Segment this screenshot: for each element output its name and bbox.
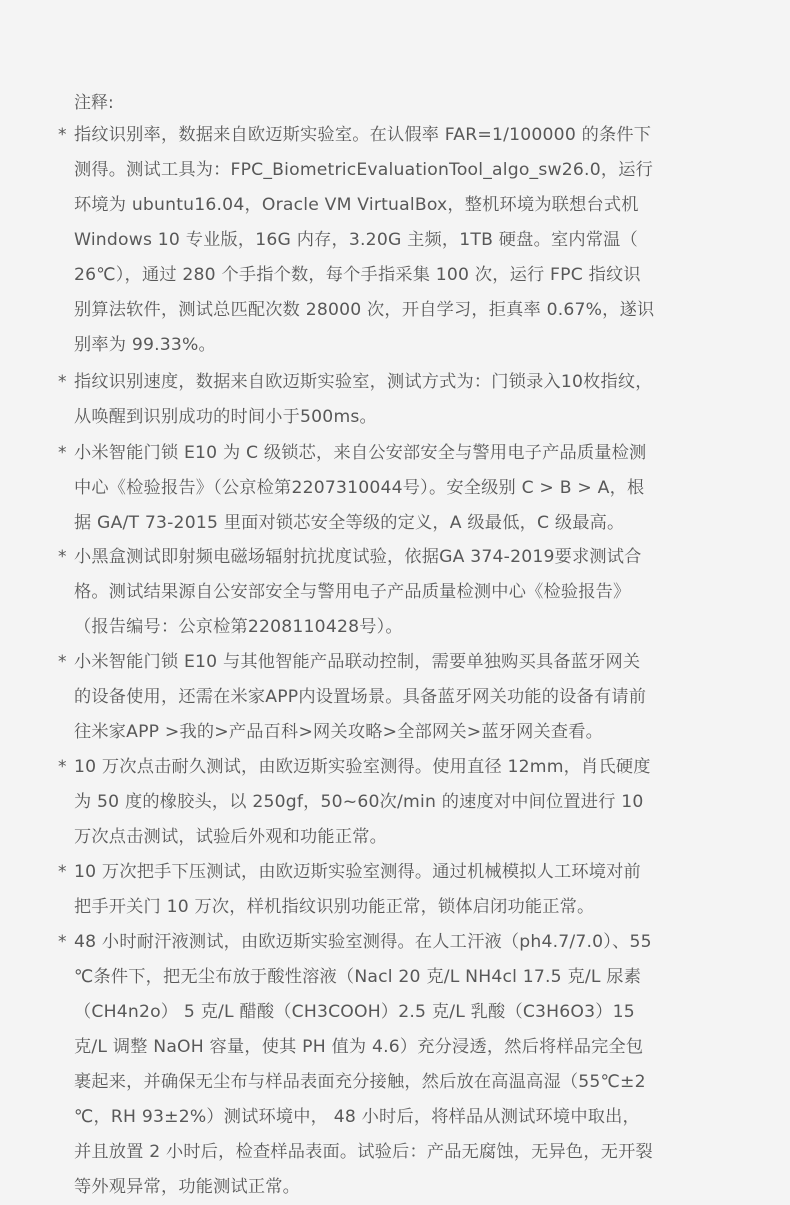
note-line: 小黑盒测试即射频电磁场辐射抗扰度试验，依据GA 374-2019要求测试合	[74, 547, 642, 567]
note-line: 把手开关门 10 万次，样机指纹识别功能正常，锁体启闭功能正常。	[74, 897, 595, 917]
note-line: 测得。测试工具为：FPC_BiometricEvaluationTool_algo_sw26.0，运行	[74, 160, 653, 180]
note-line: 裹起来，并确保无尘布与样品表面充分接触，然后放在高温高湿（55℃±2	[74, 1072, 646, 1092]
note-bullet: *	[58, 862, 67, 882]
note-line: 指纹识别速度，数据来自欧迈斯实验室，测试方式为：门锁录入10枚指纹，	[74, 372, 653, 392]
note-line: Windows 10 专业版，16G 内存，3.20G 主频，1TB 硬盘。室内常温（	[74, 230, 638, 250]
note-line: 从唤醒到识别成功的时间小于500ms。	[74, 407, 377, 427]
note-line: 26℃），通过 280 个手指个数，每个手指采集 100 次，运行 FPC 指纹识	[74, 265, 641, 285]
note-line: 的设备使用，还需在米家APP内设置场景。具备蓝牙网关功能的设备有请前	[74, 687, 647, 707]
note-bullet: *	[58, 547, 67, 567]
note-line: （报告编号：公京检第2208110428号）。	[74, 617, 403, 637]
note-line: 指纹识别率，数据来自欧迈斯实验室。在认假率 FAR=1/100000 的条件下	[74, 125, 652, 145]
note-line: 据 GA/T 73-2015 里面对锁芯安全等级的定义，A 级最低，C 级最高。	[74, 513, 625, 533]
note-line: 克/L 调整 NaOH 容量，使其 PH 值为 4.6）充分浸透，然后将样品完全包	[74, 1037, 644, 1057]
note-line: （CH4n2o） 5 克/L 醋酸（CH3COOH）2.5 克/L 乳酸（C3H6O3）15	[74, 1002, 635, 1022]
note-line: 小米智能门锁 E10 与其他智能产品联动控制，需要单独购买具备蓝牙网关	[74, 652, 641, 672]
note-line: 万次点击测试，试验后外观和功能正常。	[74, 827, 387, 847]
note-bullet: *	[58, 443, 67, 463]
note-line: 10 万次把手下压测试，由欧迈斯实验室测得。通过机械模拟人工环境对前	[74, 862, 641, 882]
note-bullet: *	[58, 932, 67, 952]
note-line: 10 万次点击耐久测试，由欧迈斯实验室测得。使用直径 12mm，肖氏硬度	[74, 757, 651, 777]
note-line: 并且放置 2 小时后，检查样品表面。试验后：产品无腐蚀，无异色，无开裂	[74, 1142, 653, 1162]
note-line: 往米家APP >我的>产品百科>网关攻略>全部网关>蓝牙网关查看。	[74, 722, 604, 742]
note-bullet: *	[58, 125, 67, 145]
note-line: 等外观异常，功能测试正常。	[74, 1177, 301, 1197]
note-line: 别率为 99.33%。	[74, 335, 216, 355]
note-line: 中心《检验报告》（公京检第2207310044号）。安全级别 C > B > A，根	[74, 478, 645, 498]
note-bullet: *	[58, 372, 67, 392]
notes-title: 注释:	[74, 93, 114, 113]
note-line: ℃，RH 93±2%）测试环境中， 48 小时后，将样品从测试环境中取出，	[74, 1107, 640, 1127]
note-line: ℃条件下，把无尘布放于酸性溶液（Nacl 20 克/L NH4cl 17.5 克/L 尿素	[74, 967, 642, 987]
note-line: 为 50 度的橡胶头，以 250gf，50~60次/min 的速度对中间位置进行 10	[74, 792, 644, 812]
note-line: 环境为 ubuntu16.04，Oracle VM VirtualBox，整机环境为联想台式机	[74, 195, 639, 215]
note-line: 别算法软件，测试总匹配次数 28000 次，开自学习，拒真率 0.67%，遂识	[74, 300, 655, 320]
note-bullet: *	[58, 652, 67, 672]
note-line: 48 小时耐汗液测试，由欧迈斯实验室测得。在人工汗液（ph4.7/7.0）、55	[74, 932, 652, 952]
note-line: 小米智能门锁 E10 为 C 级锁芯，来自公安部安全与警用电子产品质量检测	[74, 443, 647, 463]
note-bullet: *	[58, 757, 67, 777]
note-line: 格。测试结果源自公安部安全与警用电子产品质量检测中心《检验报告》	[74, 582, 631, 602]
